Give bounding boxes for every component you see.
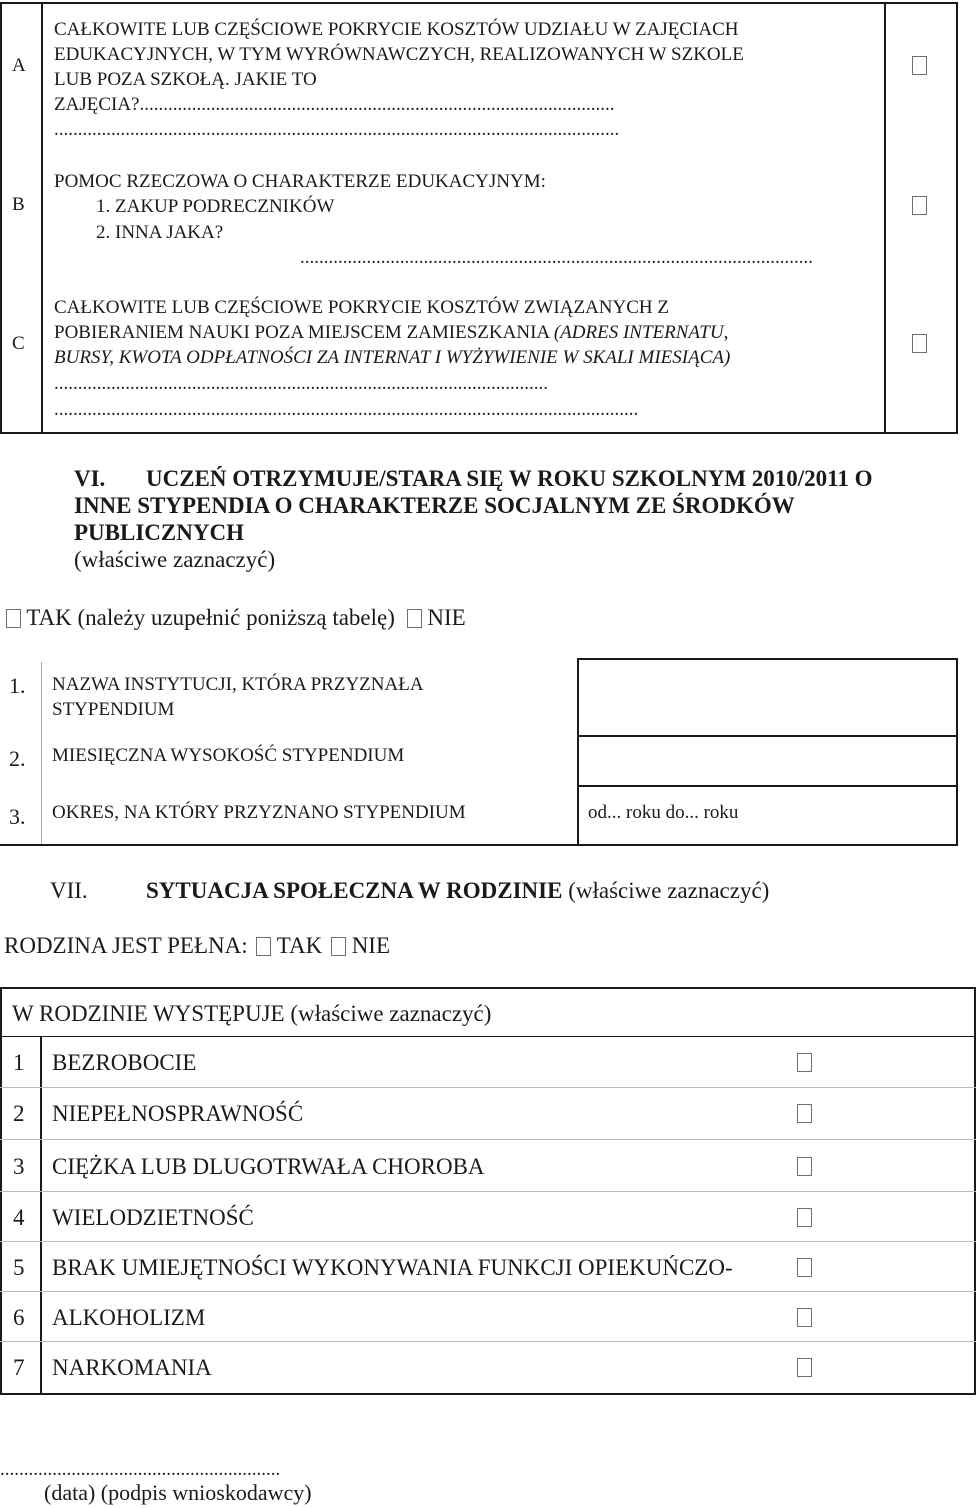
option-b-checkbox[interactable]: [912, 196, 927, 215]
section-vi-heading-2: INNE STYPENDIA O CHARAKTERZE SOCJALNYM ZE ŚRODKÓW: [74, 493, 795, 518]
row-letter-a: A: [12, 55, 26, 76]
family-issue-checkbox[interactable]: [797, 1208, 812, 1227]
family-nie-checkbox[interactable]: [331, 937, 346, 956]
row-b-line-2: 1. ZAKUP PODRECZNIKÓW: [96, 196, 335, 217]
row-a-line-2: EDUKACYJNYCH, W TYM WYRÓWNAWCZYCH, REALIZOWANYCH W SZKOLE: [54, 44, 744, 65]
stipend-row-3-value[interactable]: od... roku do... roku: [588, 802, 739, 823]
stipend-row-1-value[interactable]: [586, 672, 946, 728]
family-issue-label: ALKOHOLIZM: [52, 1305, 206, 1330]
nie-checkbox[interactable]: [407, 609, 422, 628]
row-c-line-3: BURSY, KWOTA ODPŁATNOŚCI ZA INTERNAT I WYŻYWIENIE W SKALI MIESIĄCA): [54, 347, 731, 368]
row-a-line-4: ZAJĘCIA?....................................................................................................: [54, 94, 615, 115]
stipend-row-1-label-1: NAZWA INSTYTUCJI, KTÓRA PRZYZNAŁA: [52, 674, 424, 695]
family-issue-label: NARKOMANIA: [52, 1355, 212, 1380]
section-vii-title: [146, 876, 769, 905]
family-issue-num: 5: [13, 1255, 25, 1280]
section-vii-hint: (właściwe zaznaczyć): [568, 878, 770, 903]
family-issue-label: CIĘŻKA LUB DLUGOTRWAŁA CHOROBA: [52, 1154, 485, 1179]
section-vii-number: VII.: [50, 878, 88, 903]
family-tak-label: TAK: [276, 933, 323, 958]
tak-label: TAK (należy uzupełnić poniższą tabelę): [26, 605, 395, 630]
row-c-line-2: [54, 320, 728, 345]
family-issue-num: 3: [13, 1154, 25, 1179]
family-full-label: RODZINA JEST PEŁNA:: [4, 933, 248, 958]
family-full-row: [4, 931, 390, 960]
family-issue-checkbox[interactable]: [797, 1157, 812, 1176]
row-c-line-2-text: POBIERANIEM NAUKI POZA MIEJSCEM ZAMIESZKANIA: [54, 322, 550, 343]
row-b-line-3: 2. INNA JAKA?: [96, 222, 224, 243]
section-vi-number: VI.: [74, 466, 106, 491]
row-a-line-5: .......................................................................................................................: [54, 119, 620, 140]
row-a-line-1: CAŁKOWITE LUB CZĘŚCIOWE POKRYCIE KOSZTÓW UDZIAŁU W ZAJĘCIACH: [54, 19, 739, 40]
signature-dots: ...........................................................: [0, 1459, 281, 1480]
stipend-row-2-num: 2.: [9, 746, 26, 771]
stipend-row-3-num: 3.: [9, 804, 26, 829]
family-issue-num: 6: [13, 1305, 25, 1330]
row-c-line-1: CAŁKOWITE LUB CZĘŚCIOWE POKRYCIE KOSZTÓW ZWIĄZANYCH Z: [54, 297, 669, 318]
family-nie-label: NIE: [351, 933, 391, 958]
family-issue-num: 4: [13, 1205, 25, 1230]
section-vii-heading: SYTUACJA SPOŁECZNA W RODZINIE: [146, 878, 563, 903]
row-c-line-4: ........................................................................................................: [54, 373, 548, 394]
family-issue-num: 7: [13, 1355, 25, 1380]
family-issue-checkbox[interactable]: [797, 1053, 812, 1072]
family-issue-num: 1: [13, 1050, 25, 1075]
nie-label: NIE: [427, 605, 466, 630]
option-a-checkbox[interactable]: [912, 56, 927, 75]
row-b-line-4: ............................................................................................................: [300, 247, 813, 268]
row-a-line-3: LUB POZA SZKOŁĄ. JAKIE TO: [54, 69, 317, 90]
tak-checkbox[interactable]: [6, 609, 21, 628]
stipend-row-2-label-1: MIESIĘCZNA WYSOKOŚĆ STYPENDIUM: [52, 745, 405, 766]
family-issue-label: NIEPEŁNOSPRAWNOŚĆ: [52, 1101, 304, 1126]
row-c-line-5: ...........................................................................................................................: [54, 399, 639, 420]
family-issue-label: WIELODZIETNOŚĆ: [52, 1205, 254, 1230]
family-issue-label: BEZROBOCIE: [52, 1050, 197, 1075]
family-issue-checkbox[interactable]: [797, 1308, 812, 1327]
section-vi-heading-3: PUBLICZNYCH: [74, 520, 244, 545]
section-vi-hint: (właściwe zaznaczyć): [74, 547, 276, 572]
family-issue-label: BRAK UMIEJĘTNOŚCI WYKONYWANIA FUNKCJI OPIEKUŃCZO-: [52, 1255, 733, 1280]
signature-caption: (data) (podpis wnioskodawcy): [44, 1480, 312, 1505]
family-table-header: W RODZINIE WYSTĘPUJE (właściwe zaznaczyć): [12, 1001, 492, 1026]
row-c-line-2-italic: (ADRES INTERNATU,: [553, 322, 729, 343]
section-vi-options: [6, 603, 466, 632]
stipend-row-1-num: 1.: [9, 673, 26, 698]
row-b-line-1: POMOC RZECZOWA O CHARAKTERZE EDUKACYJNYM:: [54, 171, 546, 192]
stipend-row-1-label-2: STYPENDIUM: [52, 699, 175, 720]
stipend-row-3-label-1: OKRES, NA KTÓRY PRZYZNANO STYPENDIUM: [52, 802, 466, 823]
family-issue-checkbox[interactable]: [797, 1358, 812, 1377]
option-c-checkbox[interactable]: [912, 334, 927, 353]
row-letter-b: B: [12, 194, 25, 215]
stipend-row-2-value[interactable]: [586, 743, 946, 779]
family-issue-checkbox[interactable]: [797, 1258, 812, 1277]
family-tak-checkbox[interactable]: [256, 937, 271, 956]
row-letter-c: C: [12, 333, 25, 354]
family-issue-checkbox[interactable]: [797, 1104, 812, 1123]
section-vi-heading-1: UCZEŃ OTRZYMUJE/STARA SIĘ W ROKU SZKOLNYM 2010/2011 O: [146, 466, 873, 491]
family-issue-num: 2: [13, 1101, 25, 1126]
